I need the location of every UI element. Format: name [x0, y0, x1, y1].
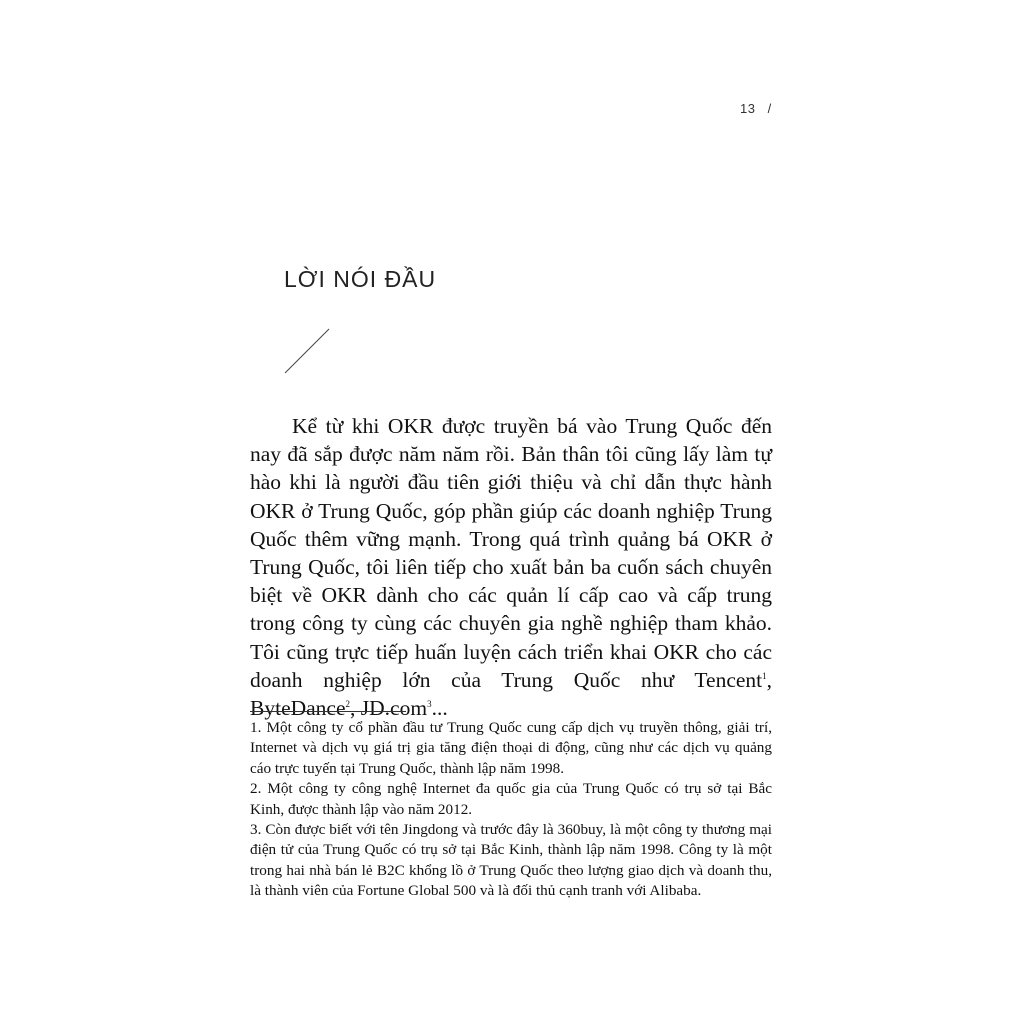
- decorative-slash: [284, 328, 330, 374]
- footnote-ref-3: 3: [427, 698, 432, 709]
- body-paragraph-text: Kể từ khi OKR được truyền bá vào Trung Quốc đến nay đã sắp được năm năm rồi. Bản thân tôi cũng lấy làm tự hào khi là người đầu tiên giới thiệu và chỉ dẫn thực hành OKR ở Trung Quốc, góp phần giúp các doanh nghiệp Trung Quốc thêm vững mạnh. Trong quá trình quảng bá OKR ở Trung Quốc, tôi liên tiếp cho xuất bản ba cuốn sách chuyên biệt về OKR dành cho các quản lí cấp cao và cấp trung trong công ty cùng các chuyên gia nghề nghiệp tham khảo. Tôi cũng trực tiếp huấn luyện cách triển khai OKR cho các doanh nghiệp lớn của Trung Quốc như Tencent: [250, 414, 772, 692]
- footnote-3: 3. Còn được biết với tên Jingdong và trước đây là 360buy, là một công ty thương mại điện tử của Trung Quốc có trụ sở tại Bắc Kinh, thành lập năm 1998. Công ty là một trong hai nhà bán lẻ B2C khổng lồ ở Trung Quốc theo lượng giao dịch và doanh thu, là thành viên của Fortune Global 500 và là đối thủ cạnh tranh với Alibaba.: [250, 821, 772, 900]
- page-number-value: 13: [740, 101, 756, 116]
- body-text-bytedance: , ByteDance: [250, 667, 772, 721]
- footnote-divider: [250, 711, 406, 712]
- footnote-1: 1. Một công ty cổ phần đầu tư Trung Quốc cung cấp dịch vụ truyền thông, giải trí, Internet và dịch vụ giá trị gia tăng điện thoại di động, cũng như các dịch vụ quảng cáo trực tuyến tại Trung Quốc, thành lập năm 1998.: [250, 719, 772, 777]
- footnote-ref-1: 1: [762, 670, 767, 681]
- chapter-title: LỜI NÓI ĐẦU: [284, 266, 437, 292]
- body-paragraph: [250, 412, 772, 722]
- footnote-2: 2. Một công ty công nghệ Internet đa quốc gia của Trung Quốc có trụ sở tại Bắc Kinh, được thành lập vào năm 2012.: [250, 780, 772, 818]
- footnote-ref-2: 2: [345, 698, 351, 709]
- body-text-ending: ...: [431, 696, 448, 721]
- footnotes: [250, 718, 772, 902]
- page-number-mark: /: [767, 101, 772, 116]
- body-text-jdcom: , JD.com: [350, 696, 428, 721]
- page-number: [740, 101, 772, 116]
